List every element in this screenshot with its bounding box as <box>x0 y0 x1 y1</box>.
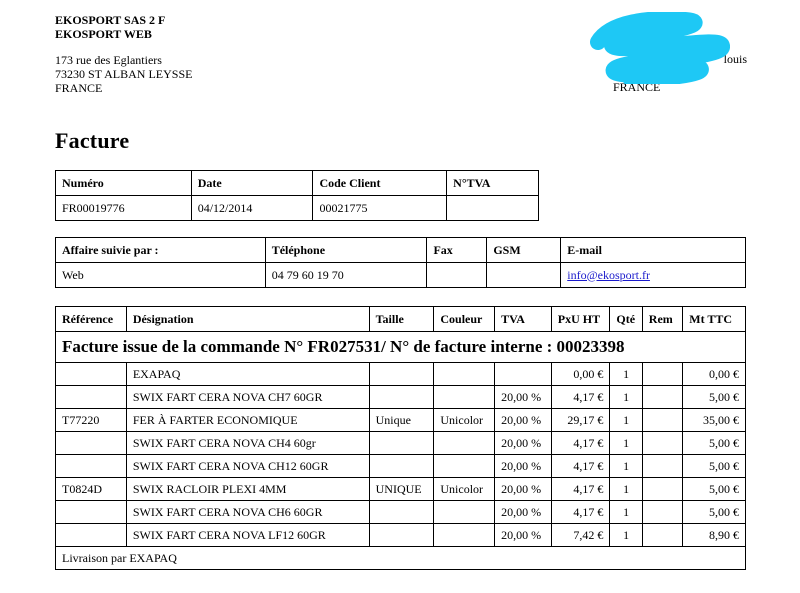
items-header-row <box>56 307 746 332</box>
item-couleur <box>434 363 495 386</box>
item-reference <box>56 455 127 478</box>
item-total: 5,00 € <box>683 386 746 409</box>
item-reference: T77220 <box>56 409 127 432</box>
header-tva: TVA <box>495 307 552 332</box>
item-designation: SWIX FART CERA NOVA LF12 60GR <box>126 524 369 547</box>
item-designation: SWIX FART CERA NOVA CH6 60GR <box>126 501 369 524</box>
item-tva: 20,00 % <box>495 432 552 455</box>
item-taille <box>369 386 434 409</box>
item-row <box>56 386 746 409</box>
tva-number <box>447 196 539 221</box>
header-code-client: Code Client <box>313 171 447 196</box>
item-taille <box>369 524 434 547</box>
item-tva: 20,00 % <box>495 386 552 409</box>
item-row <box>56 524 746 547</box>
item-couleur <box>434 386 495 409</box>
header-tva-number: N°TVA <box>447 171 539 196</box>
item-couleur: Unicolor <box>434 478 495 501</box>
invoice-number: FR00019776 <box>56 196 192 221</box>
seller-address-2: 73230 ST ALBAN LEYSSE <box>55 67 193 81</box>
item-taille <box>369 363 434 386</box>
item-unit-price: 4,17 € <box>551 432 610 455</box>
item-discount <box>642 386 682 409</box>
item-unit-price: 4,17 € <box>551 501 610 524</box>
item-couleur <box>434 432 495 455</box>
header-taille: Taille <box>369 307 434 332</box>
seller-country: FRANCE <box>55 81 103 95</box>
seller-name-2: EKOSPORT WEB <box>55 27 152 41</box>
item-quantity: 1 <box>610 386 642 409</box>
item-designation: SWIX FART CERA NOVA CH4 60gr <box>126 432 369 455</box>
seller-address-block <box>55 13 192 95</box>
header-gsm: GSM <box>487 238 561 263</box>
header-date: Date <box>191 171 313 196</box>
contact-value-row <box>56 263 746 288</box>
item-quantity: 1 <box>610 363 642 386</box>
item-taille: UNIQUE <box>369 478 434 501</box>
item-discount <box>642 432 682 455</box>
item-couleur: Unicolor <box>434 409 495 432</box>
item-taille <box>369 501 434 524</box>
item-quantity: 1 <box>610 432 642 455</box>
item-unit-price: 4,17 € <box>551 478 610 501</box>
item-designation: SWIX FART CERA NOVA CH7 60GR <box>126 386 369 409</box>
item-tva: 20,00 % <box>495 501 552 524</box>
invoice-date: 04/12/2014 <box>191 196 313 221</box>
delivery-text: Livraison par EXAPAQ <box>56 547 746 570</box>
buyer-country: FRANCE <box>613 80 661 94</box>
item-discount <box>642 524 682 547</box>
seller-address-1: 173 rue des Eglantiers <box>55 53 162 67</box>
item-unit-price: 4,17 € <box>551 386 610 409</box>
header-pxu-ht: PxU HT <box>551 307 610 332</box>
buyer-line-1: louis <box>723 52 747 66</box>
gsm-value <box>487 263 561 288</box>
item-quantity: 1 <box>610 501 642 524</box>
invoice-info-table <box>55 170 539 221</box>
item-discount <box>642 478 682 501</box>
item-row <box>56 501 746 524</box>
item-designation: FER À FARTER ECONOMIQUE <box>126 409 369 432</box>
item-reference: T0824D <box>56 478 127 501</box>
item-unit-price: 29,17 € <box>551 409 610 432</box>
email-link[interactable]: info@ekosport.fr <box>567 267 650 282</box>
item-quantity: 1 <box>610 478 642 501</box>
item-discount <box>642 501 682 524</box>
item-reference <box>56 386 127 409</box>
invoice-info-value-row <box>56 196 539 221</box>
header-email: E-mail <box>561 238 746 263</box>
header-numero: Numéro <box>56 171 192 196</box>
redaction-scribble <box>590 12 730 84</box>
client-code: 00021775 <box>313 196 447 221</box>
affaire-value: Web <box>56 263 266 288</box>
item-tva: 20,00 % <box>495 478 552 501</box>
order-reference-row <box>56 332 746 363</box>
invoice-info-header-row <box>56 171 539 196</box>
item-total: 35,00 € <box>683 409 746 432</box>
item-reference <box>56 432 127 455</box>
item-reference <box>56 501 127 524</box>
item-total: 5,00 € <box>683 432 746 455</box>
item-designation: SWIX FART CERA NOVA CH12 60GR <box>126 455 369 478</box>
header-couleur: Couleur <box>434 307 495 332</box>
item-tva <box>495 363 552 386</box>
fax-value <box>427 263 487 288</box>
item-couleur <box>434 501 495 524</box>
item-row <box>56 363 746 386</box>
document-title: Facture <box>55 128 130 153</box>
item-couleur <box>434 524 495 547</box>
item-reference <box>56 363 127 386</box>
item-row <box>56 409 746 432</box>
email-value <box>561 263 746 288</box>
header-mt-ttc: Mt TTC <box>683 307 746 332</box>
item-unit-price: 0,00 € <box>551 363 610 386</box>
seller-name-1: EKOSPORT SAS 2 F <box>55 13 166 27</box>
item-total: 8,90 € <box>683 524 746 547</box>
contact-header-row <box>56 238 746 263</box>
header-telephone: Téléphone <box>265 238 427 263</box>
item-quantity: 1 <box>610 409 642 432</box>
item-taille <box>369 455 434 478</box>
item-discount <box>642 363 682 386</box>
telephone-value: 04 79 60 19 70 <box>265 263 427 288</box>
item-designation: SWIX RACLOIR PLEXI 4MM <box>126 478 369 501</box>
buyer-line-2: Paris <box>641 66 665 80</box>
items-table <box>55 306 746 570</box>
item-tva: 20,00 % <box>495 524 552 547</box>
item-total: 5,00 € <box>683 455 746 478</box>
item-reference <box>56 524 127 547</box>
item-unit-price: 7,42 € <box>551 524 610 547</box>
item-row <box>56 455 746 478</box>
item-taille: Unique <box>369 409 434 432</box>
item-couleur <box>434 455 495 478</box>
item-quantity: 1 <box>610 455 642 478</box>
item-total: 5,00 € <box>683 501 746 524</box>
contact-info-table <box>55 237 746 288</box>
header-designation: Désignation <box>126 307 369 332</box>
header-fax: Fax <box>427 238 487 263</box>
item-total: 0,00 € <box>683 363 746 386</box>
item-discount <box>642 455 682 478</box>
delivery-row <box>56 547 746 570</box>
order-reference-text: Facture issue de la commande N° FR027531/ N° de facture interne : 00023398 <box>56 332 746 363</box>
item-tva: 20,00 % <box>495 409 552 432</box>
header-reference: Référence <box>56 307 127 332</box>
item-taille <box>369 432 434 455</box>
header-rem: Rem <box>642 307 682 332</box>
item-quantity: 1 <box>610 524 642 547</box>
header-affaire: Affaire suivie par : <box>56 238 266 263</box>
item-tva: 20,00 % <box>495 455 552 478</box>
item-row <box>56 432 746 455</box>
item-unit-price: 4,17 € <box>551 455 610 478</box>
item-total: 5,00 € <box>683 478 746 501</box>
item-designation: EXAPAQ <box>126 363 369 386</box>
header-qte: Qté <box>610 307 642 332</box>
item-row <box>56 478 746 501</box>
item-discount <box>642 409 682 432</box>
